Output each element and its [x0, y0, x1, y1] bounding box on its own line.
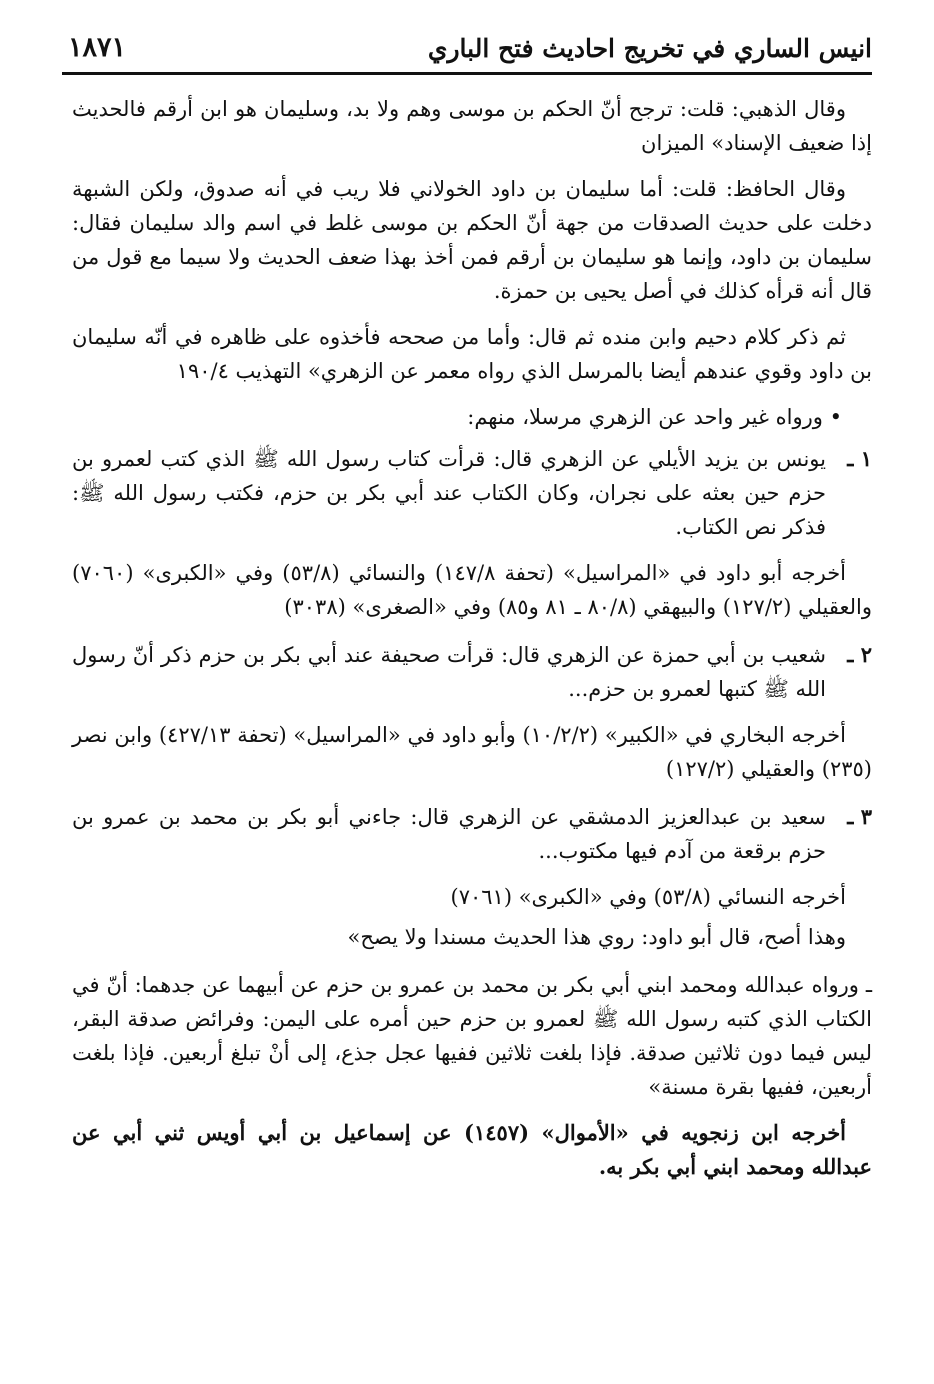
list-item	[72, 442, 872, 544]
item-text: شعيب بن أبي حمزة عن الزهري قال: قرأت صحيفة عند أبي بكر بن حزم ذكر أنّ رسول الله ﷺ كتبها لعمرو بن حزم...	[72, 643, 826, 701]
paragraph-hafiz: وقال الحافظ: قلت: أما سليمان بن داود الخولاني فلا ريب في أنه صدوق، ولكن الشبهة دخلت على حديث الصدقات من جهة أنّ الحكم بن موسى غلط في اسم والد سليمان فقال: سليمان بن داود، وإنما هو سليمان بن أرقم فمن أخذ بهذا ضعف الحديث ولا سيما مع قول من قال أنه قرأه كذلك في أصل يحيى بن حمزة.	[72, 177, 872, 303]
running-title: انيس الساري في تخريج احاديث فتح الباري	[427, 34, 872, 63]
paragraph-duhaym: ثم ذكر كلام دحيم وابن منده ثم قال: وأما من صححه فأخذوه على ظاهره في أنّه سليمان بن داود وقوي عندهم أيضا بالمرسل الذي رواه معمر عن الزهري» التهذيب ١٩٠/٤	[72, 325, 872, 383]
page-number: ١٨٧١	[68, 32, 127, 63]
page-body	[72, 92, 872, 1198]
paragraph-dhahabi: وقال الذهبي: قلت: ترجح أنّ الحكم بن موسى وهم ولا بد، وسليمان هو ابن أرقم فالحديث إذا ضعيف الإسناد» الميزان	[72, 97, 872, 155]
item-source: أخرجه البخاري في «الكبير» (١٠/٢/٢) وأبو داود في «المراسيل» (تحفة ٤٢٧/١٣) وابن نصر (٢٣٥) والعقيلي (١٢٧/٢)	[72, 723, 872, 781]
item-number: ١ ـ	[847, 446, 872, 471]
item-number: ٢ ـ	[847, 642, 872, 667]
paragraph-abdullah: ـ ورواه عبدالله ومحمد ابني أبي بكر بن محمد بن عمرو بن حزم عن أبيهما عن جدهما: أنّ في الكتاب الذي كتبه رسول الله ﷺ لعمرو بن حزم حين أمره على اليمن: وفرائض صدقة البقر، ليس فيما دون ثلاثين صدقة. فإذا بلغت ثلاثين ففيها عجل جذع، إلى أنْ تبلغ أربعين. فإذا بلغت أربعين، ففيها بقرة مسنة»	[72, 973, 872, 1099]
list-item	[72, 638, 872, 706]
item-text: يونس بن يزيد الأيلي عن الزهري قال: قرأت كتاب رسول الله ﷺ الذي كتب لعمرو بن حزم حين بعثه على نجران، وكان الكتاب عند أبي بكر بن حزم، فكتب رسول الله ﷺ: فذكر نص الكتاب.	[72, 447, 826, 539]
item-source: أخرجه أبو داود في «المراسيل» (تحفة ١٤٧/٨) والنسائي (٥٣/٨) وفي «الكبرى» (٧٠٦٠) والعقيلي (١٢٧/٢) والبيهقي (٨٠/٨ ـ ٨١ و٨٥) وفي «الصغرى» (٣٠٣٨)	[72, 561, 872, 619]
page-header	[62, 28, 872, 75]
item-note: وهذا أصح، قال أبو داود: روي هذا الحديث مسندا ولا يصح»	[347, 925, 846, 949]
item-number: ٣ ـ	[847, 804, 872, 829]
item-text: سعيد بن عبدالعزيز الدمشقي عن الزهري قال: جاءني أبو بكر بن محمد بن عمرو بن حزم برقعة من آدم فيها مكتوب...	[72, 805, 826, 863]
bullet-narrators: • ورواه غير واحد عن الزهري مرسلا، منهم:	[467, 405, 842, 429]
item-source: أخرجه النسائي (٥٣/٨) وفي «الكبرى» (٧٠٦١)	[450, 885, 846, 909]
list-item	[72, 800, 872, 868]
final-source: أخرجه ابن زنجويه في «الأموال» (١٤٥٧) عن إسماعيل بن أبي أويس ثني أبي عن عبدالله ومحمد ابني أبي بكر به.	[72, 1120, 872, 1179]
